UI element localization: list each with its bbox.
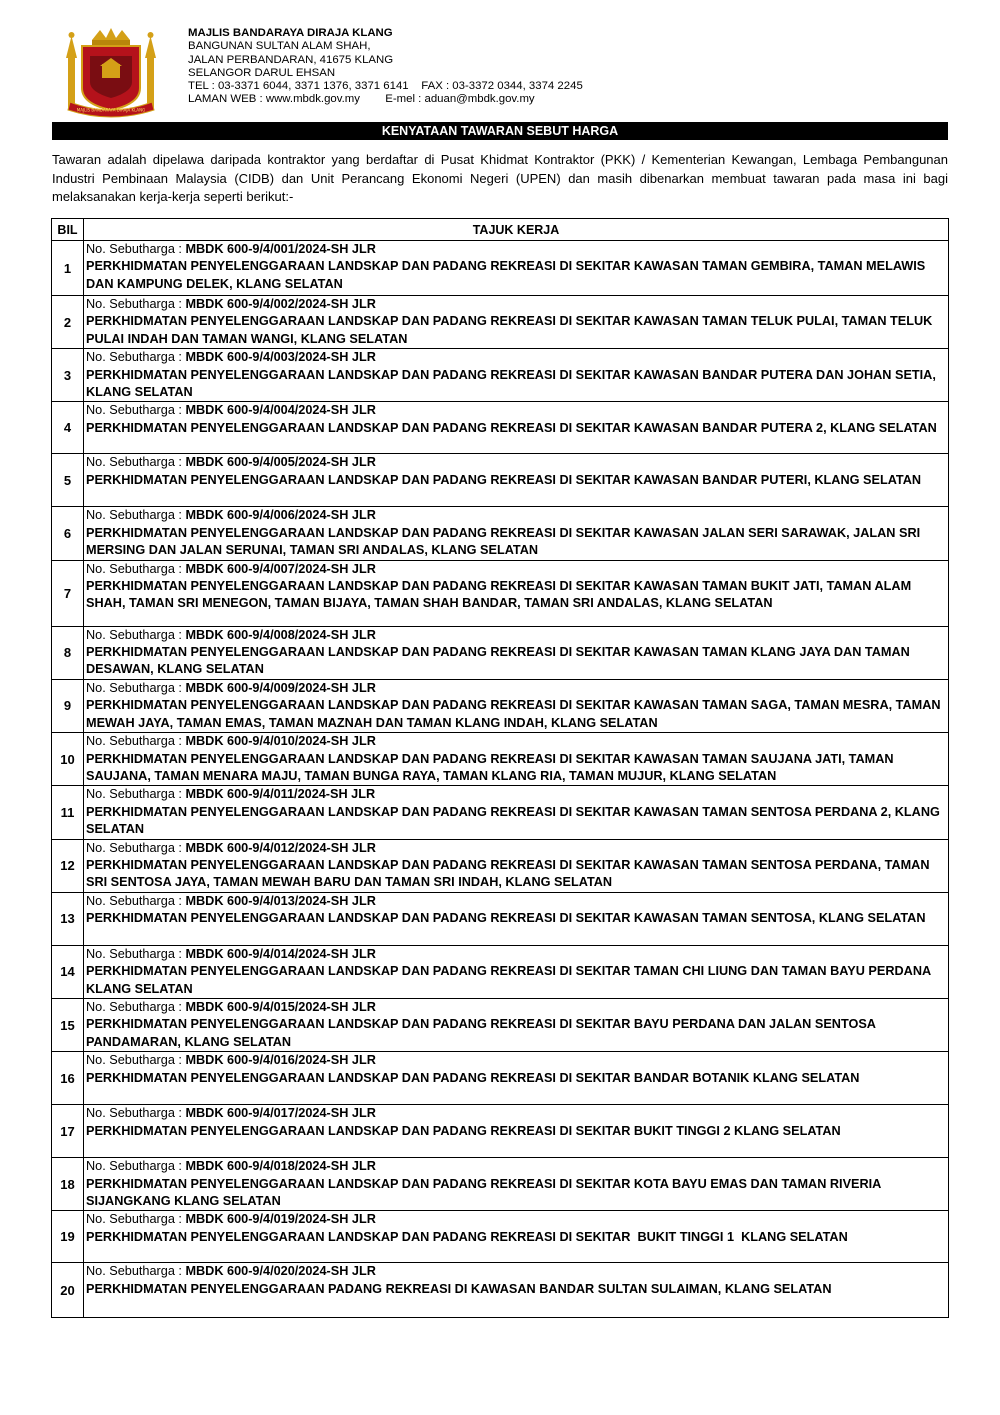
column-header-tajuk-kerja: TAJUK KERJA [84,219,949,241]
quotation-number: MBDK 600-9/4/009/2024-SH JLR [185,680,376,695]
quotation-number-label: No. Sebutharga : [86,627,186,642]
quotation-number-label: No. Sebutharga : [86,1264,186,1279]
job-title: PERKHIDMATAN PENYELENGGARAAN LANDSKAP DAN PADANG REKREASI DI SEKITAR BAYU PERDANA DAN JALAN SENTOSA PANDAMARAN, KLANG SELATAN [86,1017,880,1049]
document-title: KENYATAAN TAWARAN SEBUT HARGA [52,122,948,140]
table-row [52,786,949,839]
organization-name: MAJLIS BANDARAYA DIRAJA KLANG [188,27,393,39]
tender-entry [84,1158,949,1211]
job-title: PERKHIDMATAN PENYELENGGARAAN LANDSKAP DAN PADANG REKREASI DI SEKITAR KAWASAN TAMAN KLANG JAYA DAN TAMAN DESAWAN, KLANG SELATAN [86,645,914,677]
address-line: BANGUNAN SULTAN ALAM SHAH, [188,40,371,53]
quotation-number-label: No. Sebutharga : [86,1159,186,1174]
quotation-number-line [86,1158,948,1175]
row-number: 1 [52,241,84,296]
row-number: 15 [52,998,84,1051]
table-row [52,626,949,679]
tender-entry [84,507,949,560]
table-row [52,241,949,296]
quotation-number-label: No. Sebutharga : [86,946,186,961]
tender-entry [84,560,949,626]
quotation-number: MBDK 600-9/4/016/2024-SH JLR [185,1053,376,1068]
job-title: PERKHIDMATAN PENYELENGGARAAN LANDSKAP DAN PADANG REKREASI DI SEKITAR KAWASAN TAMAN BUKIT JATI, TAMAN ALAM SHAH, TAMAN SRI MENEGON, TAMAN BIJAYA, TAMAN SHAH BANDAR, TAMAN SRI ANDALAS, KLANG SELATAN [86,579,915,611]
quotation-number-label: No. Sebutharga : [86,350,186,365]
row-number: 13 [52,892,84,945]
table-row [52,560,949,626]
row-number: 14 [52,945,84,998]
quotation-number-line [86,1263,948,1280]
job-title: PERKHIDMATAN PENYELENGGARAAN LANDSKAP DAN PADANG REKREASI DI SEKITAR KAWASAN TAMAN SAUJANA JATI, TAMAN SAUJANA, TAMAN MENARA MAJU, TAMAN BUNGA RAYA, TAMAN KLANG RIA, TAMAN MUJUR, KLANG SELATAN [86,751,898,783]
table-row [52,1158,949,1211]
table-row [52,1105,949,1158]
table-row [52,839,949,892]
quotation-number-line [86,296,948,313]
quotation-number-line [86,893,948,910]
tender-entry [84,349,949,402]
row-number: 17 [52,1105,84,1158]
table-row [52,402,949,454]
address-line: SELANGOR DARUL EHSAN [188,66,336,79]
row-number: 20 [52,1263,84,1318]
table-header-row [52,219,949,241]
quotation-number-line [86,1052,948,1069]
quotation-number-label: No. Sebutharga : [86,1053,186,1068]
quotation-number-label: No. Sebutharga : [86,840,186,855]
letterhead [0,0,1000,122]
quotation-number: MBDK 600-9/4/002/2024-SH JLR [185,297,376,311]
row-number: 4 [52,402,84,454]
quotation-number: MBDK 600-9/4/020/2024-SH JLR [185,1264,376,1279]
contact-line: TEL : 03-3371 6044, 3371 1376, 3371 6141 FAX : 03-3372 0344, 3374 2245 [188,80,583,93]
tender-entry [84,241,949,296]
quotation-number-label: No. Sebutharga : [86,1212,186,1227]
quotation-number-line [86,561,948,578]
quotation-number: MBDK 600-9/4/007/2024-SH JLR [185,561,376,576]
tender-entry [84,626,949,679]
quotation-number: MBDK 600-9/4/018/2024-SH JLR [185,1159,376,1174]
job-title: PERKHIDMATAN PENYELENGGARAAN LANDSKAP DAN PADANG REKREASI DI SEKITAR KAWASAN BANDAR PUTERI, KLANG SELATAN [86,472,922,487]
quotation-number-label: No. Sebutharga : [86,508,186,523]
quotation-number-line [86,733,948,750]
table-row [52,733,949,786]
table-row [52,1211,949,1263]
tender-entry [84,1211,949,1263]
table-row [52,349,949,402]
quotation-number: MBDK 600-9/4/006/2024-SH JLR [185,508,376,523]
web-email-line: LAMAN WEB : www.mbdk.gov.my E-mel : aduan@mbdk.gov.my [188,93,535,106]
quotation-number-line [86,680,948,697]
quotation-number-line [86,241,948,258]
quotation-number: MBDK 600-9/4/001/2024-SH JLR [185,242,376,256]
table-row [52,945,949,998]
job-title: PERKHIDMATAN PENYELENGGARAAN LANDSKAP DAN PADANG REKREASI DI SEKITAR KAWASAN BANDAR PUTERA 2, KLANG SELATAN [86,420,937,435]
quotation-number-line [86,946,948,963]
quotation-number-line [86,999,948,1016]
tender-entry [84,454,949,507]
tender-entry [84,296,949,349]
tender-entry [84,786,949,839]
quotation-number: MBDK 600-9/4/011/2024-SH JLR [185,787,376,802]
quotation-number: MBDK 600-9/4/004/2024-SH JLR [185,403,376,418]
quotation-number-label: No. Sebutharga : [86,403,186,418]
tender-entry [84,1105,949,1158]
job-title: PERKHIDMATAN PENYELENGGARAAN LANDSKAP DAN PADANG REKREASI DI SEKITAR BUKIT TINGGI 2 KLANG SELATAN [86,1123,841,1138]
quotation-number: MBDK 600-9/4/012/2024-SH JLR [185,840,376,855]
tender-entry [84,679,949,732]
row-number: 5 [52,454,84,507]
table-row [52,296,949,349]
quotation-number-label: No. Sebutharga : [86,455,186,470]
row-number: 16 [52,1052,84,1105]
quotation-number-label: No. Sebutharga : [86,561,186,576]
table-row [52,1263,949,1318]
quotation-number: MBDK 600-9/4/008/2024-SH JLR [185,627,376,642]
council-crest-logo [62,26,160,118]
quotation-number: MBDK 600-9/4/003/2024-SH JLR [185,350,376,365]
table-row [52,507,949,560]
quotation-number: MBDK 600-9/4/014/2024-SH JLR [185,946,376,961]
quotation-number-line [86,840,948,857]
table-row [52,998,949,1051]
row-number: 7 [52,560,84,626]
quotation-number-label: No. Sebutharga : [86,787,186,802]
tender-entry [84,1263,949,1318]
tender-entry [84,998,949,1051]
quotation-number: MBDK 600-9/4/015/2024-SH JLR [185,999,376,1014]
quotation-number-label: No. Sebutharga : [86,734,186,749]
quotation-number-label: No. Sebutharga : [86,1106,186,1121]
job-title: PERKHIDMATAN PENYELENGGARAAN LANDSKAP DAN PADANG REKREASI DI SEKITAR KOTA BAYU EMAS DAN TAMAN RIVERIA SIJANGKANG KLANG SELATAN [86,1176,885,1208]
row-number: 2 [52,296,84,349]
column-header-bil: BIL [52,219,84,241]
svg-text:MAJLIS BANDARAYA DIRAJA KLANG: MAJLIS BANDARAYA DIRAJA KLANG [76,107,146,113]
job-title: PERKHIDMATAN PENYELENGGARAAN LANDSKAP DAN PADANG REKREASI DI SEKITAR KAWASAN TAMAN SENTOSA, KLANG SELATAN [86,911,926,926]
row-number: 11 [52,786,84,839]
row-number: 12 [52,839,84,892]
row-number: 19 [52,1211,84,1263]
address-line: JALAN PERBANDARAN, 41675 KLANG [188,53,394,66]
quotation-number-line [86,402,948,419]
job-title: PERKHIDMATAN PENYELENGGARAAN LANDSKAP DAN PADANG REKREASI DI SEKITAR KAWASAN TAMAN SENTOSA PERDANA 2, KLANG SELATAN [86,804,944,837]
quotation-number: MBDK 600-9/4/005/2024-SH JLR [185,455,376,470]
quotation-number-line [86,627,948,644]
job-title: PERKHIDMATAN PENYELENGGARAAN LANDSKAP DAN PADANG REKREASI DI SEKITAR BANDAR BOTANIK KLANG SELATAN [86,1070,860,1085]
row-number: 10 [52,733,84,786]
intro-paragraph: Tawaran adalah dipelawa daripada kontraktor yang berdaftar di Pusat Khidmat Kontraktor (PKK) / Kementerian Kewangan, Lembaga Pembangunan Industri Pembinaan Malaysia (CIDB) dan Unit Perancang Ekonomi Negeri (UPEN) dan masih dibenarkan membuat tawaran pada masa ini bagi melaksanakan kerja-kerja seperti berikut:- [52,152,948,204]
tender-entry [84,733,949,786]
quotation-number-label: No. Sebutharga : [86,999,186,1014]
job-title: PERKHIDMATAN PENYELENGGARAAN LANDSKAP DAN PADANG REKREASI DI SEKITAR KAWASAN TAMAN SAGA, TAMAN MESRA, TAMAN MEWAH JAYA, TAMAN EMAS, TAMAN MAZNAH DAN TAMAN KLANG INDAH, KLANG SELATAN [86,698,945,730]
quotation-number-line [86,786,948,803]
quotation-number-label: No. Sebutharga : [86,242,186,256]
job-title: PERKHIDMATAN PENYELENGGARAAN LANDSKAP DAN PADANG REKREASI DI SEKITAR KAWASAN TAMAN TELUK PULAI, TAMAN TELUK PULAI INDAH DAN TAMAN WANGI, KLANG SELATAN [86,314,936,346]
quotation-number-line [86,1211,948,1228]
job-title: PERKHIDMATAN PENYELENGGARAAN LANDSKAP DAN PADANG REKREASI DI SEKITAR BUKIT TINGGI 1 KLANG SELATAN [86,1229,848,1244]
quotation-number-line [86,507,948,524]
tender-entry [84,839,949,892]
table-row [52,1052,949,1105]
row-number: 9 [52,679,84,732]
quotation-number-line [86,1105,948,1122]
table-row [52,892,949,945]
quotation-number-line [86,454,948,471]
quotation-number-label: No. Sebutharga : [86,893,186,908]
quotation-number-label: No. Sebutharga : [86,680,186,695]
job-title: PERKHIDMATAN PENYELENGGARAAN LANDSKAP DAN PADANG REKREASI DI SEKITAR KAWASAN BANDAR PUTERA DAN JOHAN SETIA, KLANG SELATAN [86,367,940,400]
table-row [52,454,949,507]
quotation-number: MBDK 600-9/4/017/2024-SH JLR [185,1106,376,1121]
organization-details [188,27,583,107]
tender-entry [84,1052,949,1105]
table-row [52,679,949,732]
row-number: 3 [52,349,84,402]
tender-entry [84,402,949,454]
quotation-number-line [86,349,948,366]
quotation-number: MBDK 600-9/4/013/2024-SH JLR [185,893,376,908]
tender-table [51,218,949,1318]
tender-entry [84,945,949,998]
row-number: 6 [52,507,84,560]
quotation-number: MBDK 600-9/4/010/2024-SH JLR [185,734,376,749]
tender-entry [84,892,949,945]
job-title: PERKHIDMATAN PENYELENGGARAAN PADANG REKREASI DI KAWASAN BANDAR SULTAN SULAIMAN, KLANG SELATAN [86,1281,832,1296]
job-title: PERKHIDMATAN PENYELENGGARAAN LANDSKAP DAN PADANG REKREASI DI SEKITAR TAMAN CHI LIUNG DAN TAMAN BAYU PERDANA KLANG SELATAN [86,964,935,996]
job-title: PERKHIDMATAN PENYELENGGARAAN LANDSKAP DAN PADANG REKREASI DI SEKITAR KAWASAN JALAN SERI SARAWAK, JALAN SRI MERSING DAN JALAN SERUNAI, TAMAN SRI ANDALAS, KLANG SELATAN [86,525,924,558]
job-title: PERKHIDMATAN PENYELENGGARAAN LANDSKAP DAN PADANG REKREASI DI SEKITAR KAWASAN TAMAN GEMBIRA, TAMAN MELAWIS DAN KAMPUNG DELEK, KLANG SELATAN [86,259,929,291]
row-number: 18 [52,1158,84,1211]
quotation-number: MBDK 600-9/4/019/2024-SH JLR [185,1212,376,1227]
row-number: 8 [52,626,84,679]
job-title: PERKHIDMATAN PENYELENGGARAAN LANDSKAP DAN PADANG REKREASI DI SEKITAR KAWASAN TAMAN SENTOSA PERDANA, TAMAN SRI SENTOSA JAYA, TAMAN MEWAH BARU DAN TAMAN SRI INDAH, KLANG SELATAN [86,857,934,890]
quotation-number-label: No. Sebutharga : [86,297,186,311]
